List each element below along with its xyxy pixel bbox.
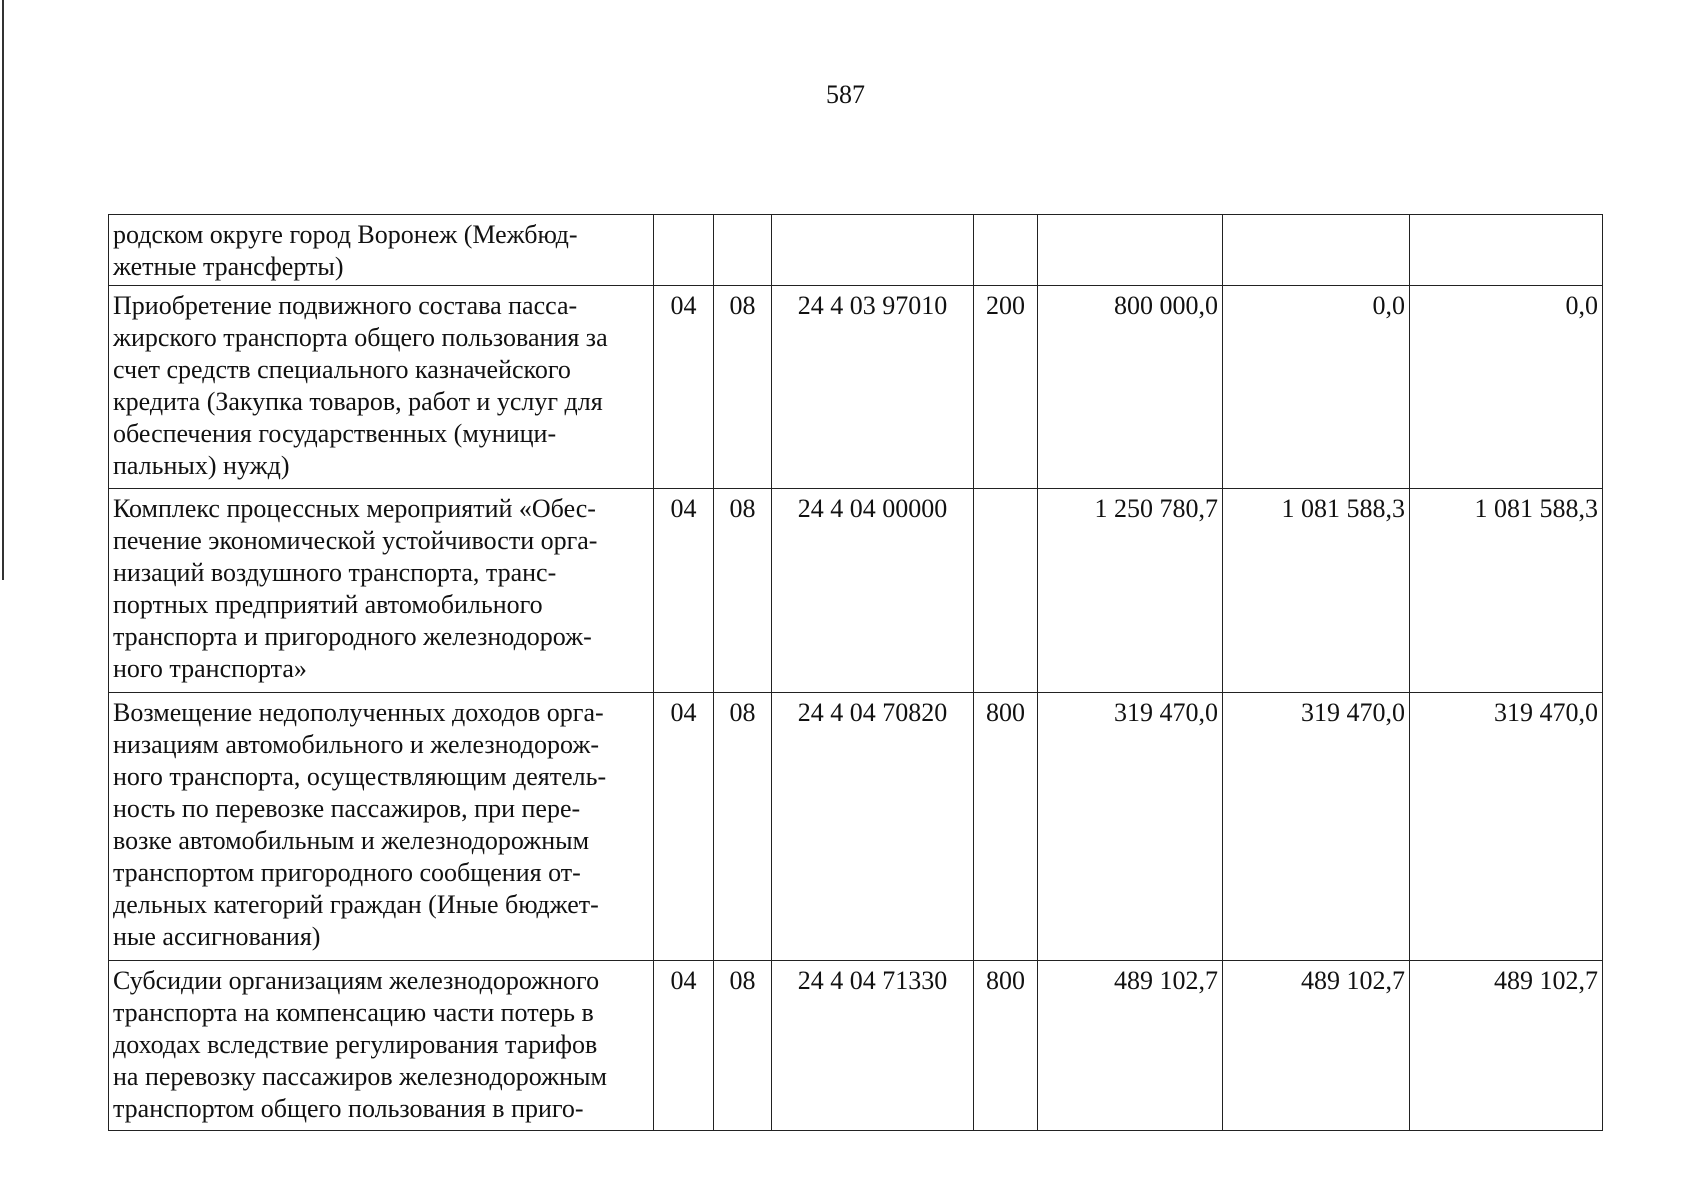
amount-year3-cell bbox=[1410, 215, 1603, 286]
target-article-cell: 24 4 04 71330 bbox=[772, 961, 974, 1131]
amount-year2-cell: 1 081 588,3 bbox=[1223, 489, 1410, 693]
row-name-line: низациям автомобильного и железнодорож- bbox=[113, 730, 599, 759]
amount-year3-cell: 489 102,7 bbox=[1410, 961, 1603, 1131]
row-name-line: Возмещение недополученных доходов орга- bbox=[113, 698, 604, 727]
section-code-cell: 04 bbox=[654, 961, 714, 1131]
amount-year2-cell bbox=[1223, 215, 1410, 286]
amount-year2-cell: 489 102,7 bbox=[1223, 961, 1410, 1131]
row-name-line: жетные трансферты) bbox=[113, 252, 344, 281]
amount-year2-cell: 319 470,0 bbox=[1223, 693, 1410, 961]
row-name-cell bbox=[109, 286, 654, 489]
expense-type-cell: 800 bbox=[974, 961, 1038, 1131]
table-row bbox=[109, 286, 1603, 489]
subsection-code-cell: 08 bbox=[714, 489, 772, 693]
expense-type-cell bbox=[974, 489, 1038, 693]
expense-type-cell bbox=[974, 215, 1038, 286]
row-name-line: ного транспорта, осуществляющим деятель- bbox=[113, 762, 607, 791]
row-name-line: дельных категорий граждан (Иные бюджет- bbox=[113, 890, 599, 919]
amount-year1-cell: 1 250 780,7 bbox=[1038, 489, 1223, 693]
table-row bbox=[109, 961, 1603, 1131]
target-article-cell: 24 4 04 70820 bbox=[772, 693, 974, 961]
row-name-cell bbox=[109, 215, 654, 286]
subsection-code-cell bbox=[714, 215, 772, 286]
amount-year3-cell: 0,0 bbox=[1410, 286, 1603, 489]
row-name-line: ного транспорта» bbox=[113, 654, 307, 683]
row-name-cell bbox=[109, 489, 654, 693]
table-row bbox=[109, 215, 1603, 286]
row-name-line: транспорта и пригородного железнодорож- bbox=[113, 622, 592, 651]
row-name-line: обеспечения государственных (муници- bbox=[113, 419, 557, 448]
target-article-cell: 24 4 04 00000 bbox=[772, 489, 974, 693]
expense-type-cell: 200 bbox=[974, 286, 1038, 489]
subsection-code-cell: 08 bbox=[714, 693, 772, 961]
amount-year2-cell: 0,0 bbox=[1223, 286, 1410, 489]
table-row bbox=[109, 489, 1603, 693]
row-name-line: доходах вследствие регулирования тарифов bbox=[113, 1030, 598, 1059]
budget-table bbox=[108, 214, 1603, 1131]
row-name-cell bbox=[109, 693, 654, 961]
row-name-line: портных предприятий автомобильного bbox=[113, 590, 543, 619]
section-code-cell: 04 bbox=[654, 286, 714, 489]
page-number: 587 bbox=[826, 80, 865, 109]
row-name-line: родском округе город Воронеж (Межбюд- bbox=[113, 220, 578, 249]
section-code-cell: 04 bbox=[654, 693, 714, 961]
row-name-line: Субсидии организациям железнодорожного bbox=[113, 966, 600, 995]
section-code-cell bbox=[654, 215, 714, 286]
row-name-line: транспортом общего пользования в приго- bbox=[113, 1094, 584, 1123]
target-article-cell: 24 4 03 97010 bbox=[772, 286, 974, 489]
amount-year1-cell bbox=[1038, 215, 1223, 286]
row-name-line: Комплекс процессных мероприятий «Обес- bbox=[113, 494, 596, 523]
amount-year3-cell: 1 081 588,3 bbox=[1410, 489, 1603, 693]
amount-year3-cell: 319 470,0 bbox=[1410, 693, 1603, 961]
row-name-line: жирского транспорта общего пользования за bbox=[113, 323, 608, 352]
expense-type-cell: 800 bbox=[974, 693, 1038, 961]
row-name-line: ные ассигнования) bbox=[113, 922, 321, 951]
subsection-code-cell: 08 bbox=[714, 286, 772, 489]
amount-year1-cell: 800 000,0 bbox=[1038, 286, 1223, 489]
row-name-line: возке автомобильным и железнодорожным bbox=[113, 826, 590, 855]
row-name-line: счет средств специального казначейского bbox=[113, 355, 571, 384]
row-name-line: кредита (Закупка товаров, работ и услуг для bbox=[113, 387, 603, 416]
row-name-line: Приобретение подвижного состава пасса- bbox=[113, 291, 578, 320]
amount-year1-cell: 489 102,7 bbox=[1038, 961, 1223, 1131]
row-name-line: низаций воздушного транспорта, транс- bbox=[113, 558, 557, 587]
table-row bbox=[109, 693, 1603, 961]
row-name-line: пальных) нужд) bbox=[113, 451, 290, 480]
row-name-line: транспорта на компенсацию части потерь в bbox=[113, 998, 594, 1027]
row-name-line: печение экономической устойчивости орга- bbox=[113, 526, 598, 555]
row-name-line: ность по перевозке пассажиров, при пере- bbox=[113, 794, 581, 823]
target-article-cell bbox=[772, 215, 974, 286]
row-name-cell bbox=[109, 961, 654, 1131]
amount-year1-cell: 319 470,0 bbox=[1038, 693, 1223, 961]
row-name-line: на перевозку пассажиров железнодорожным bbox=[113, 1062, 607, 1091]
section-code-cell: 04 bbox=[654, 489, 714, 693]
row-name-line: транспортом пригородного сообщения от- bbox=[113, 858, 581, 887]
subsection-code-cell: 08 bbox=[714, 961, 772, 1131]
